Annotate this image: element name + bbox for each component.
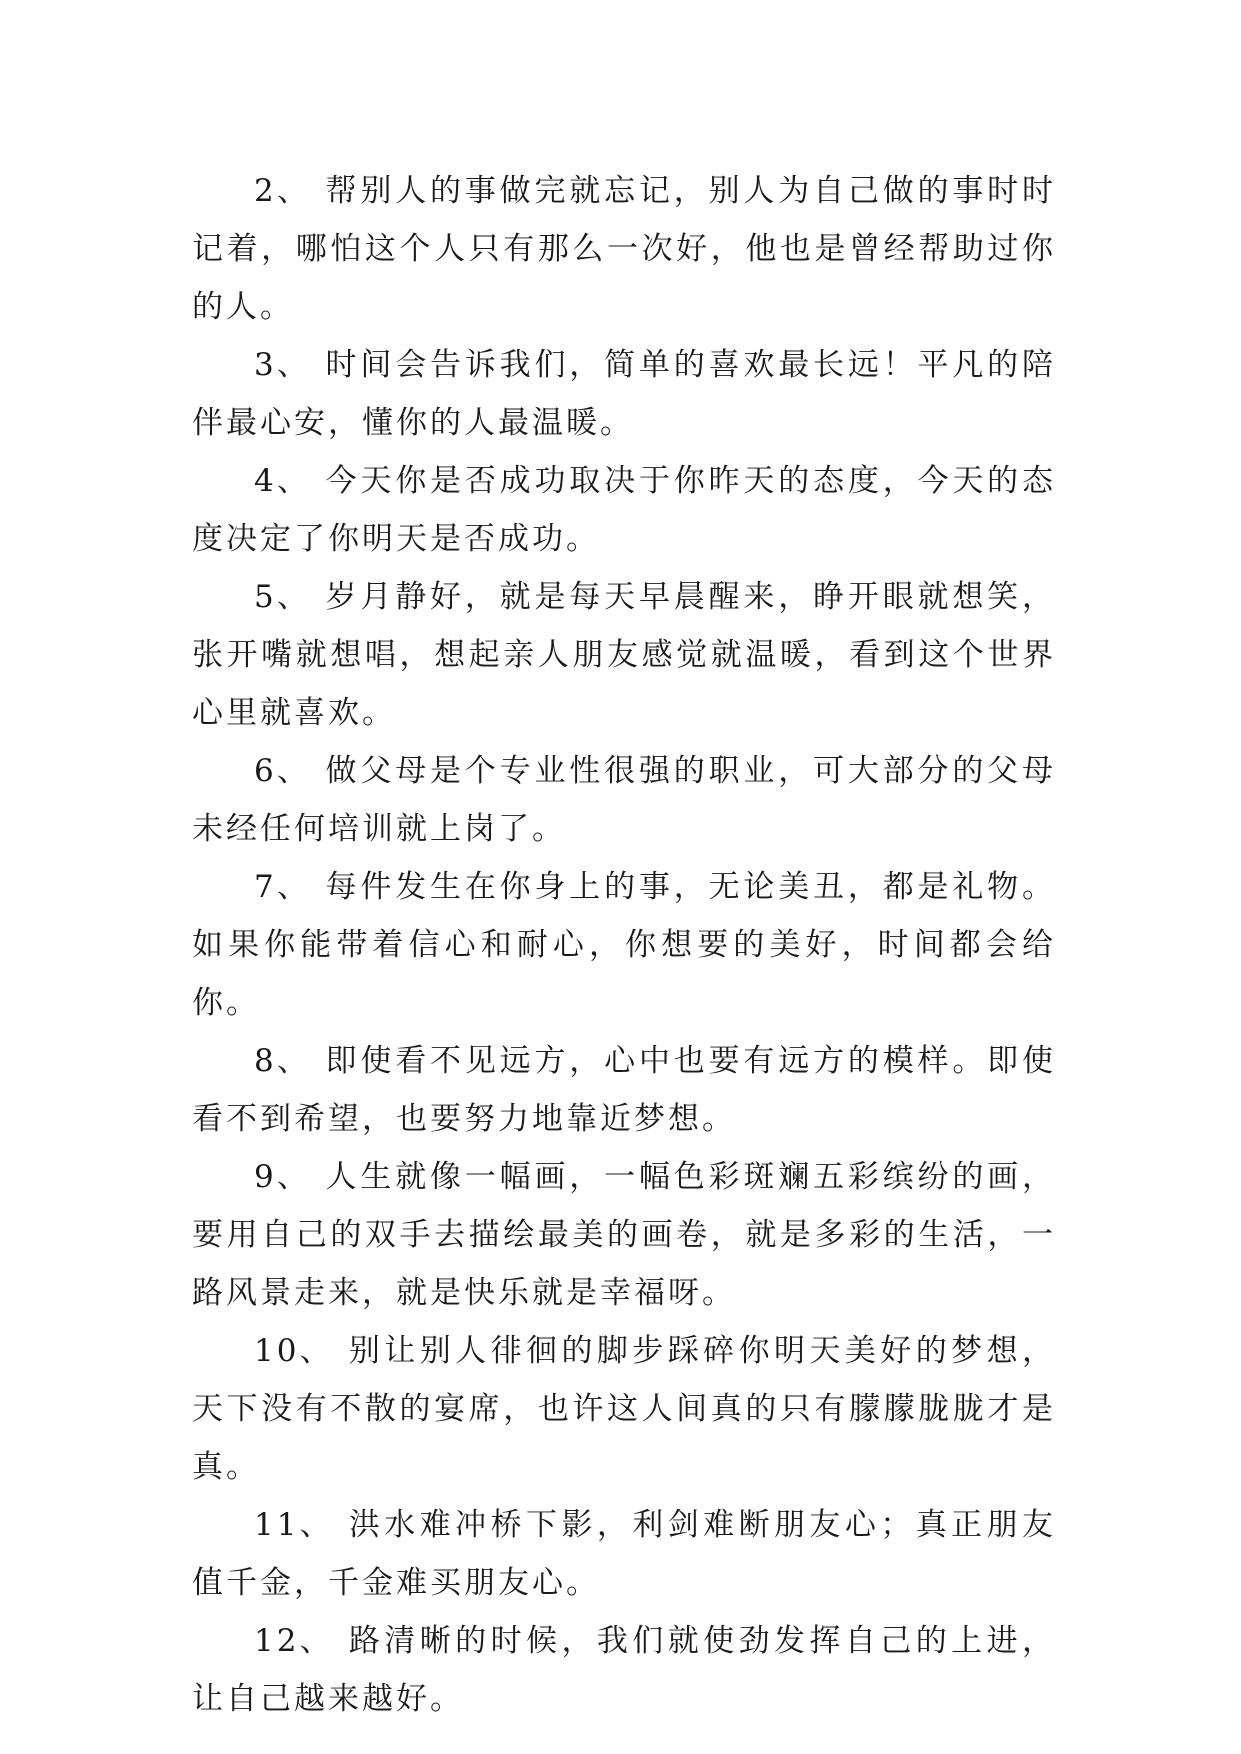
list-item <box>192 568 1056 742</box>
list-item <box>192 1322 1056 1496</box>
item-text: 时间会告诉我们，简单的喜欢最长远！平凡的陪伴最心安，懂你的人最温暖。 <box>192 347 1056 441</box>
item-number: 6、 <box>254 753 311 789</box>
list-item <box>192 162 1056 336</box>
item-text: 路清晰的时候，我们就使劲发挥自己的上进，让自己越来越好。 <box>192 1623 1056 1717</box>
item-number: 9、 <box>254 1159 311 1195</box>
list-item <box>192 336 1056 452</box>
item-number: 12、 <box>254 1623 334 1659</box>
item-number: 3、 <box>254 347 311 383</box>
item-number: 2、 <box>254 173 311 209</box>
item-number: 11、 <box>254 1507 334 1543</box>
list-item <box>192 1496 1056 1612</box>
item-number: 7、 <box>254 869 311 905</box>
item-text: 岁月静好，就是每天早晨醒来，睁开眼就想笑，张开嘴就想唱，想起亲人朋友感觉就温暖，看到这个世界心里就喜欢。 <box>192 579 1056 731</box>
item-text: 人生就像一幅画，一幅色彩斑斓五彩缤纷的画，要用自己的双手去描绘最美的画卷，就是多彩的生活，一路风景走来，就是快乐就是幸福呀。 <box>192 1159 1056 1311</box>
item-text: 今天你是否成功取决于你昨天的态度，今天的态度决定了你明天是否成功。 <box>192 463 1056 557</box>
list-item <box>192 858 1056 1032</box>
item-number: 10、 <box>254 1333 334 1369</box>
item-text: 每件发生在你身上的事，无论美丑，都是礼物。如果你能带着信心和耐心，你想要的美好，时间都会给你。 <box>192 869 1056 1021</box>
item-text: 洪水难冲桥下影，利剑难断朋友心；真正朋友值千金，千金难买朋友心。 <box>192 1507 1056 1601</box>
list-item <box>192 1612 1056 1728</box>
item-number: 8、 <box>254 1043 311 1079</box>
list-item <box>192 742 1056 858</box>
item-text: 别让别人徘徊的脚步踩碎你明天美好的梦想，天下没有不散的宴席，也许这人间真的只有朦朦胧胧才是真。 <box>192 1333 1056 1485</box>
list-item <box>192 452 1056 568</box>
list-item <box>192 1148 1056 1322</box>
item-number: 5、 <box>254 579 311 615</box>
item-text: 即使看不见远方，心中也要有远方的模样。即使看不到希望，也要努力地靠近梦想。 <box>192 1043 1056 1137</box>
document-page <box>192 162 1056 1728</box>
list-item <box>192 1032 1056 1148</box>
item-text: 做父母是个专业性很强的职业，可大部分的父母未经任何培训就上岗了。 <box>192 753 1056 847</box>
item-number: 4、 <box>254 463 311 499</box>
item-text: 帮别人的事做完就忘记，别人为自己做的事时时记着，哪怕这个人只有那么一次好，他也是曾经帮助过你的人。 <box>192 173 1056 325</box>
